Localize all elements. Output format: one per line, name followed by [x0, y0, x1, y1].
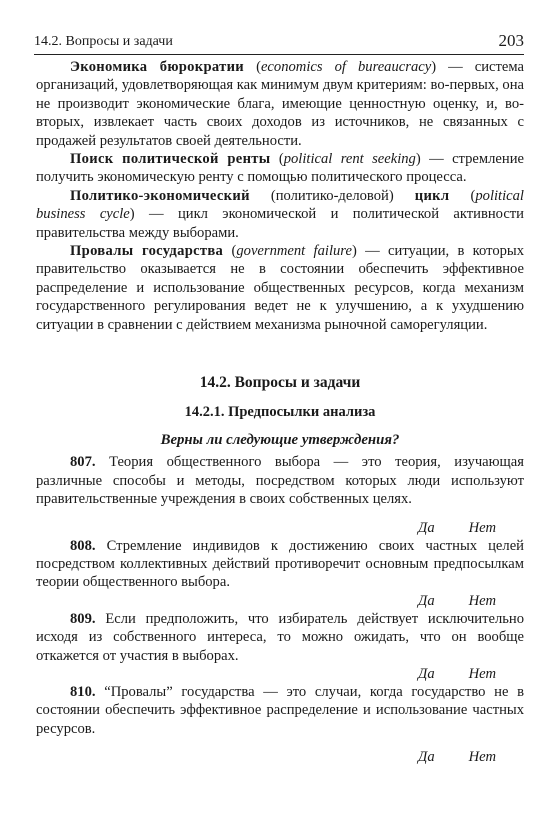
question-prompt: Верны ли следующие утверждения?	[160, 431, 400, 448]
definition-english-term: economics of bureaucracy	[260, 59, 432, 75]
definition-text: — ситуации, в которых правительство оказывается не в состоянии обеспечить эффективное распределение и использование общественных ресурсов, когда механизм государственного регулирования ведет не к улучшению, а к ухудшению ситуации в сравнении с действием механизма рыночной саморегуляции.	[36, 243, 525, 333]
definition-term-middle: (политико-деловой)	[249, 187, 415, 204]
page-number: 203	[498, 31, 524, 50]
question-text: Теория общественного выбора — это теория, изучающая различные способы и методы, посредством которых люди используют правительственные учреждения в своих собственных целях.	[36, 454, 524, 508]
definition-paragraph	[36, 187, 524, 242]
answer-no: Нет	[468, 665, 496, 682]
paren-open: (	[270, 151, 284, 168]
definition-english-term: political business cycle	[36, 187, 524, 223]
paren-open: (	[223, 243, 237, 260]
answer-yes: Да	[418, 592, 435, 609]
running-head	[34, 30, 524, 55]
definition-text: — цикл экономической и политической активности правительства между выборами.	[36, 206, 524, 241]
answer-no: Нет	[468, 519, 496, 536]
question-text: Если предположить, что избиратель действует исключительно исходя из собственного интереса, то можно ожидать, что он вообще откажется от участия в выборах.	[36, 610, 524, 664]
question-item	[36, 453, 524, 508]
definition-term: Провалы государства	[70, 243, 224, 260]
answer-no: Нет	[468, 592, 496, 609]
definition-term: Политико-экономический	[70, 187, 250, 204]
definition-paragraph	[36, 242, 524, 334]
question-number: 808.	[70, 537, 96, 554]
question-item	[36, 537, 524, 592]
answer-yes: Да	[418, 519, 435, 536]
question-number: 810.	[70, 683, 96, 700]
answer-yes: Да	[418, 665, 435, 682]
answer-options	[36, 665, 524, 683]
answer-no: Нет	[468, 749, 496, 766]
paren-close: )	[415, 151, 421, 168]
definition-text: — система организаций, удовлетворяющая как минимум двум критериям: во-первых, она не производит экономические блага, имеющие ценностную оценку, и, во-вторых, извлекает часть своих доходов из источников, не связанных с продажей результатов своей деятельности.	[36, 59, 524, 149]
question-text: Стремление индивидов к достижению своих частных целей посредством коллективных действий противоречит основным предпосылкам теории общественного выбора.	[36, 537, 524, 591]
paren-close: )	[129, 206, 135, 223]
paren-open: (	[449, 187, 476, 204]
question-number: 809.	[70, 610, 96, 627]
section-title: 14.2. Вопросы и задачи	[199, 374, 361, 392]
answer-options	[36, 748, 524, 766]
question-item	[36, 683, 524, 738]
page-content	[36, 58, 524, 766]
definition-term: Экономика бюрократии	[70, 59, 245, 75]
paren-close: )	[431, 59, 437, 75]
running-head-section: 14.2. Вопросы и задачи	[34, 34, 173, 49]
question-text: “Провалы” государства — это случаи, когда государство не в состоянии обеспечить эффективное распределение и использование частных ресурсов.	[36, 683, 524, 737]
paren-open: (	[244, 59, 261, 75]
definition-english-term: political rent seeking	[283, 151, 416, 168]
definition-paragraph	[36, 58, 524, 150]
question-number: 807.	[70, 454, 96, 471]
question-item	[36, 610, 524, 665]
answer-options	[36, 592, 524, 610]
subsection-title: 14.2.1. Предпосылки анализа	[184, 403, 376, 420]
answer-yes: Да	[418, 749, 435, 766]
definition-text: — стремление получить экономическую ренту с помощью политического процесса.	[36, 151, 524, 186]
definition-paragraph	[36, 150, 524, 187]
definition-term: Поиск политической ренты	[70, 151, 271, 168]
answer-options	[36, 519, 524, 537]
definition-english-term: government failure	[236, 243, 352, 260]
paren-close: )	[351, 243, 357, 260]
definition-term-end: цикл	[414, 187, 450, 204]
